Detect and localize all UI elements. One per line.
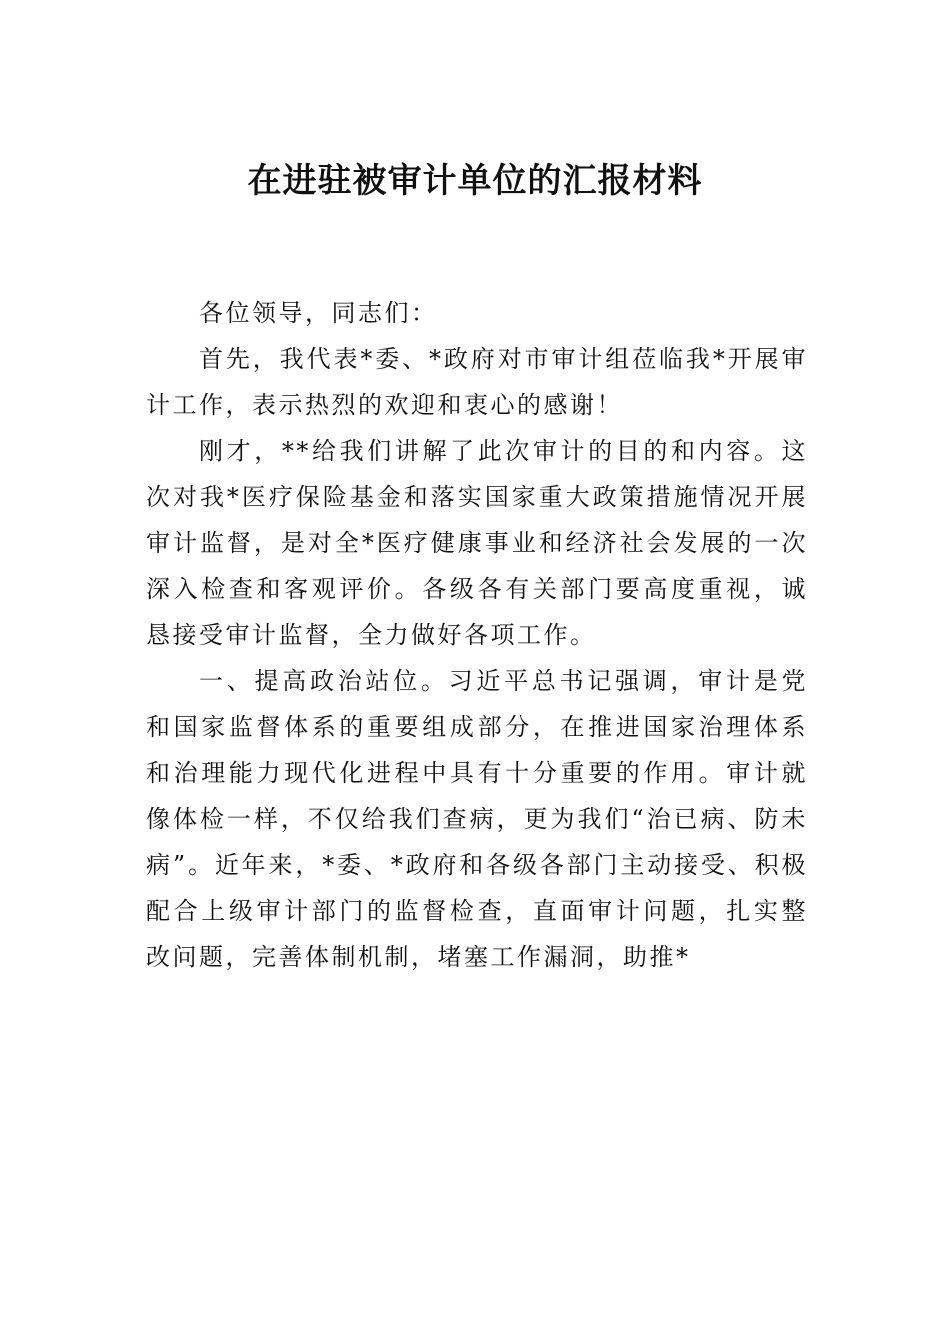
paragraph-welcome: 首先，我代表*委、*政府对市审计组莅临我*开展审计工作，表示热烈的欢迎和衷心的感谢！: [146, 345, 808, 419]
paragraph-political-stance: 一、提高政治站位。习近平总书记强调，审计是党和国家监督体系的重要组成部分，在推进国家治理体系和治理能力现代化进程中具有十分重要的作用。审计就像体检一样，不仅给我们查病，更为我们“治已病、防未病”。近年来，*委、*政府和各级各部门主动接受、积极配合上级审计部门的监督检查，直面审计问题，扎实整改问题，完善体制机制，堵塞工作漏洞，助推*: [146, 667, 808, 971]
paragraph-greeting: 各位领导，同志们：: [199, 299, 438, 327]
document-body: [146, 290, 808, 980]
document-title: 在进驻被审计单位的汇报材料: [247, 161, 703, 201]
paragraph-purpose: 刚才，**给我们讲解了此次审计的目的和内容。这次对我*医疗保险基金和落实国家重大政策措施情况开展审计监督，是对全*医疗健康事业和经济社会发展的一次深入检查和客观评价。各级各有关部门要高度重视，诚恳接受审计监督，全力做好各项工作。: [146, 437, 808, 649]
